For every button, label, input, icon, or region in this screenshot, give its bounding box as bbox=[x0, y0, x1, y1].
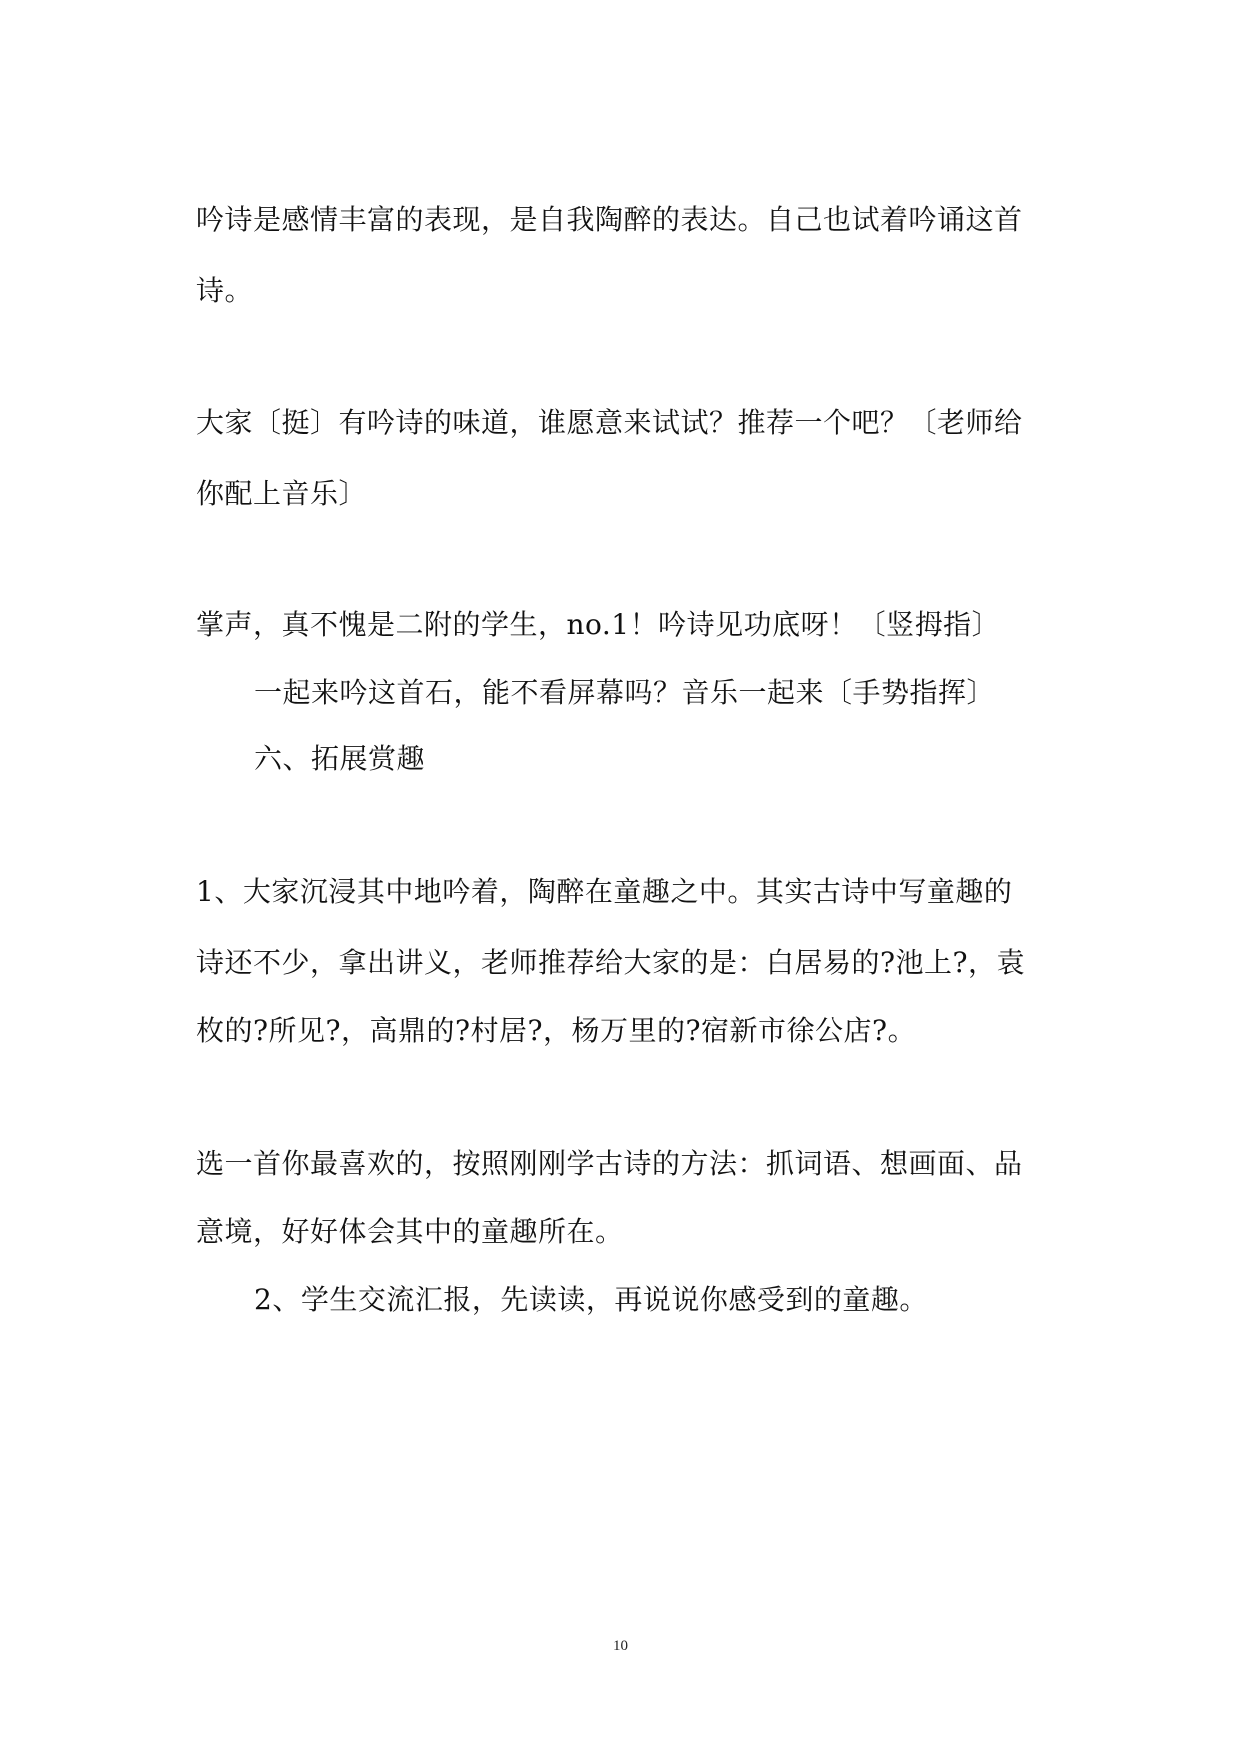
paragraph-line: 吟诗是感情丰富的表现，是自我陶醉的表达。自己也试着吟诵这首 bbox=[196, 203, 1023, 236]
paragraph-line: 诗。 bbox=[196, 274, 254, 307]
paragraph-line: 枚的?所见?，高鼎的?村居?，杨万里的?宿新市徐公店?。 bbox=[196, 1014, 917, 1047]
paragraph-line: 掌声，真不愧是二附的学生，no.1！吟诗见功底呀！〔竖拇指〕 bbox=[196, 608, 1001, 641]
section-heading: 六、拓展赏趣 bbox=[254, 742, 426, 775]
paragraph-line: 意境，好好体会其中的童趣所在。 bbox=[196, 1215, 624, 1248]
paragraph-line: 选一首你最喜欢的，按照刚刚学古诗的方法：抓词语、想画面、品 bbox=[196, 1147, 1023, 1180]
paragraph-line: 1、大家沉浸其中地吟着，陶醉在童趣之中。其实古诗中写童趣的 bbox=[196, 875, 1013, 908]
paragraph-line: 大家〔挺〕有吟诗的味道，谁愿意来试试？推荐一个吧？〔老师给 bbox=[196, 406, 1023, 439]
paragraph-line: 一起来吟这首石，能不看屏幕吗？音乐一起来〔手势指挥〕 bbox=[254, 676, 996, 709]
paragraph-line: 2、学生交流汇报，先读读，再说说你感受到的童趣。 bbox=[254, 1283, 928, 1316]
paragraph-line: 诗还不少，拿出讲义，老师推荐给大家的是：白居易的?池上?，袁 bbox=[196, 946, 1026, 979]
paragraph-line: 你配上音乐〕 bbox=[196, 477, 368, 510]
page-number: 10 bbox=[613, 1638, 628, 1654]
